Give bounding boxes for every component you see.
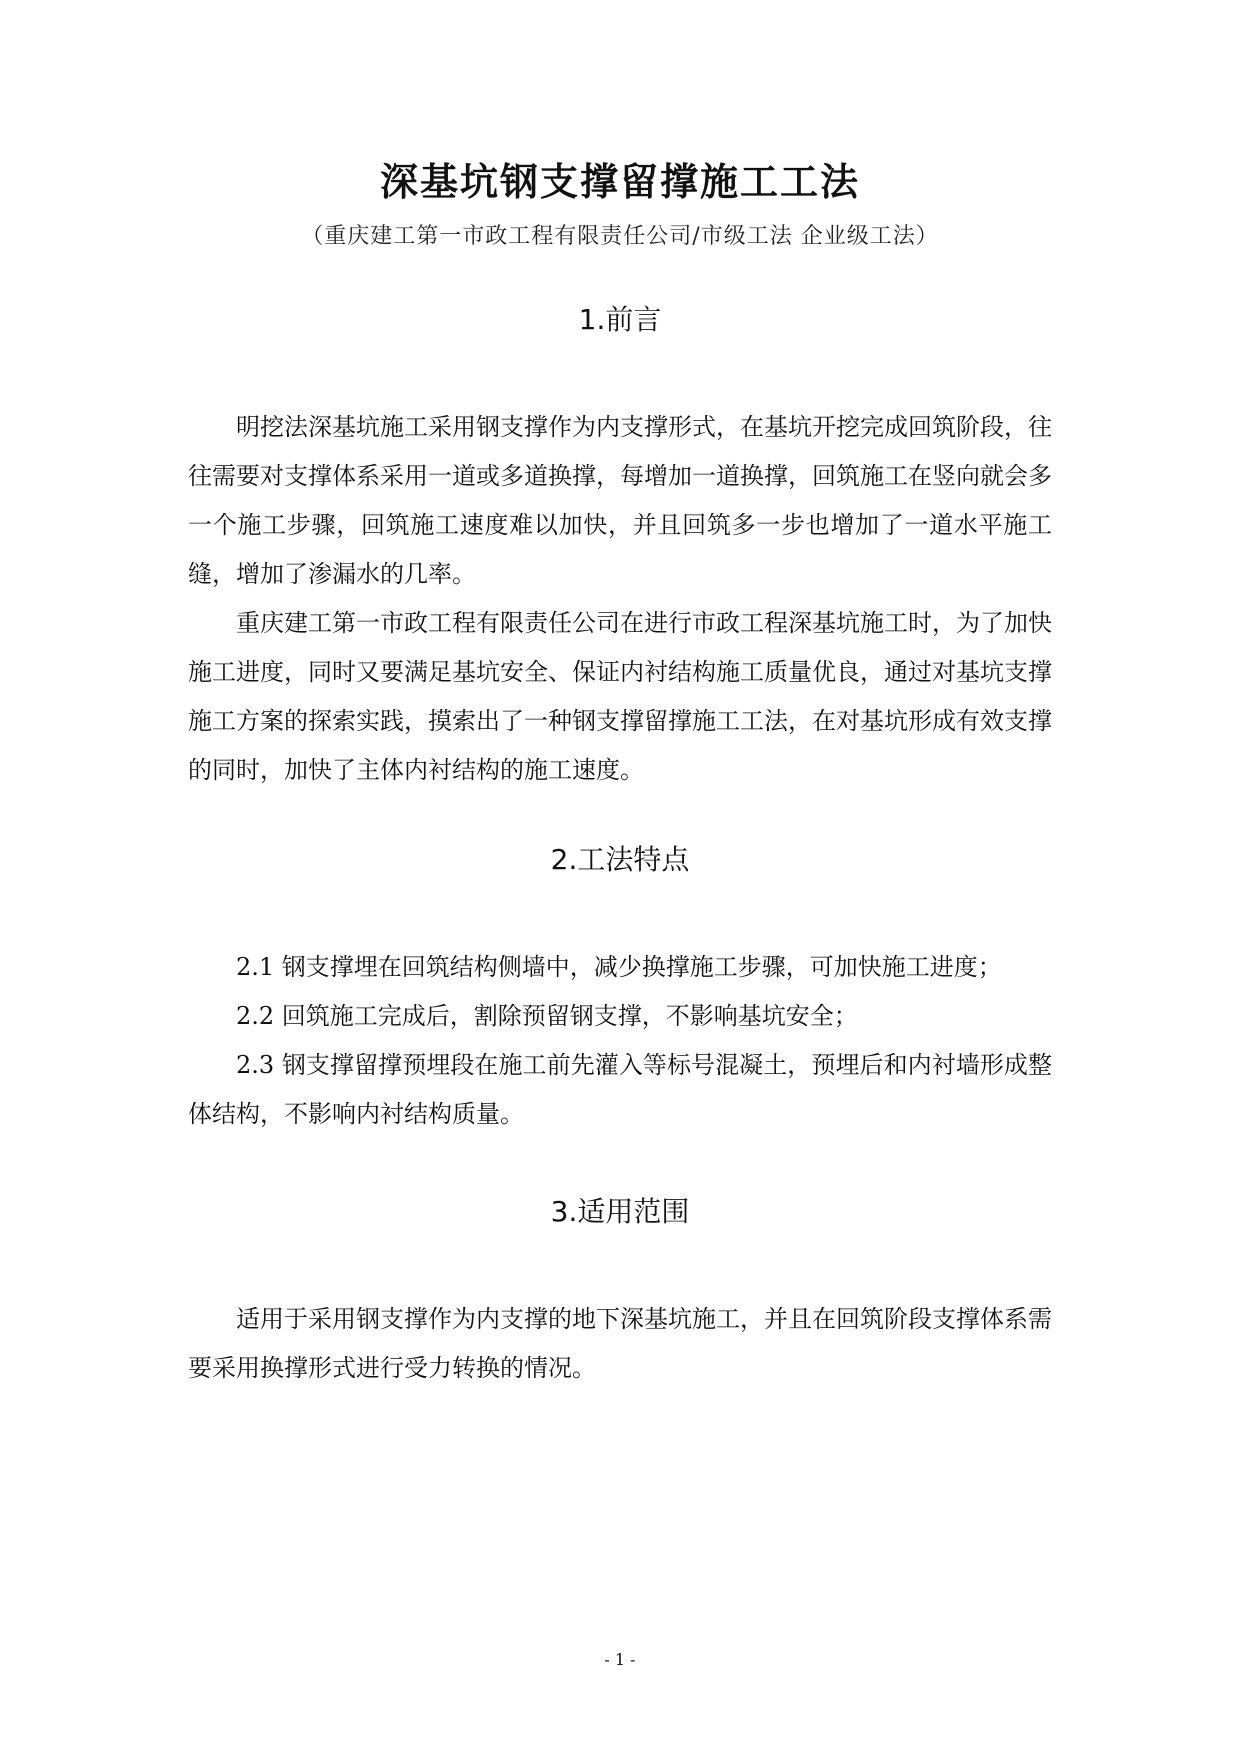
section-heading-preface: 1.前言	[578, 303, 662, 336]
list-item: 2.2 回筑施工完成后，割除预留钢支撑，不影响基坑安全；	[236, 1002, 858, 1030]
section-heading-scope: 3.适用范围	[550, 1195, 690, 1228]
document-subtitle: （重庆建工第一市政工程有限责任公司/市级工法 企业级工法）	[301, 224, 939, 249]
section-body-features	[188, 943, 1052, 1139]
paragraph: 明挖法深基坑施工采用钢支撑作为内支撑形式，在基坑开挖完成回筑阶段，往往需要对支撑体系采用一道或多道换撑，每增加一道换撑，回筑施工在竖向就会多一个施工步骤，回筑施工速度难以加快，并且回筑多一步也增加了一道水平施工缝，增加了渗漏水的几率。	[188, 413, 1052, 588]
document-title: 深基坑钢支撑留撑施工工法	[379, 159, 860, 204]
paragraph: 适用于采用钢支撑作为内支撑的地下深基坑施工，并且在回筑阶段支撑体系需要采用换撑形式进行受力转换的情况。	[188, 1305, 1052, 1382]
list-item: 2.3 钢支撑留撑预埋段在施工前先灌入等标号混凝土，预埋后和内衬墙形成整体结构，不影响内衬结构质量。	[188, 1051, 1052, 1128]
section-body-scope	[188, 1295, 1052, 1393]
section-body-preface	[188, 403, 1052, 795]
page-number: - 1 -	[604, 1650, 636, 1669]
section-heading-features: 2.工法特点	[550, 843, 690, 876]
paragraph: 重庆建工第一市政工程有限责任公司在进行市政工程深基坑施工时，为了加快施工进度，同时又要满足基坑安全、保证内衬结构施工质量优良，通过对基坑支撑施工方案的探索实践，摸索出了一种钢支撑留撑施工工法，在对基坑形成有效支撑的同时，加快了主体内衬结构的施工速度。	[188, 609, 1052, 784]
list-item: 2.1 钢支撑埋在回筑结构侧墙中，减少换撑施工步骤，可加快施工进度；	[236, 953, 1002, 981]
